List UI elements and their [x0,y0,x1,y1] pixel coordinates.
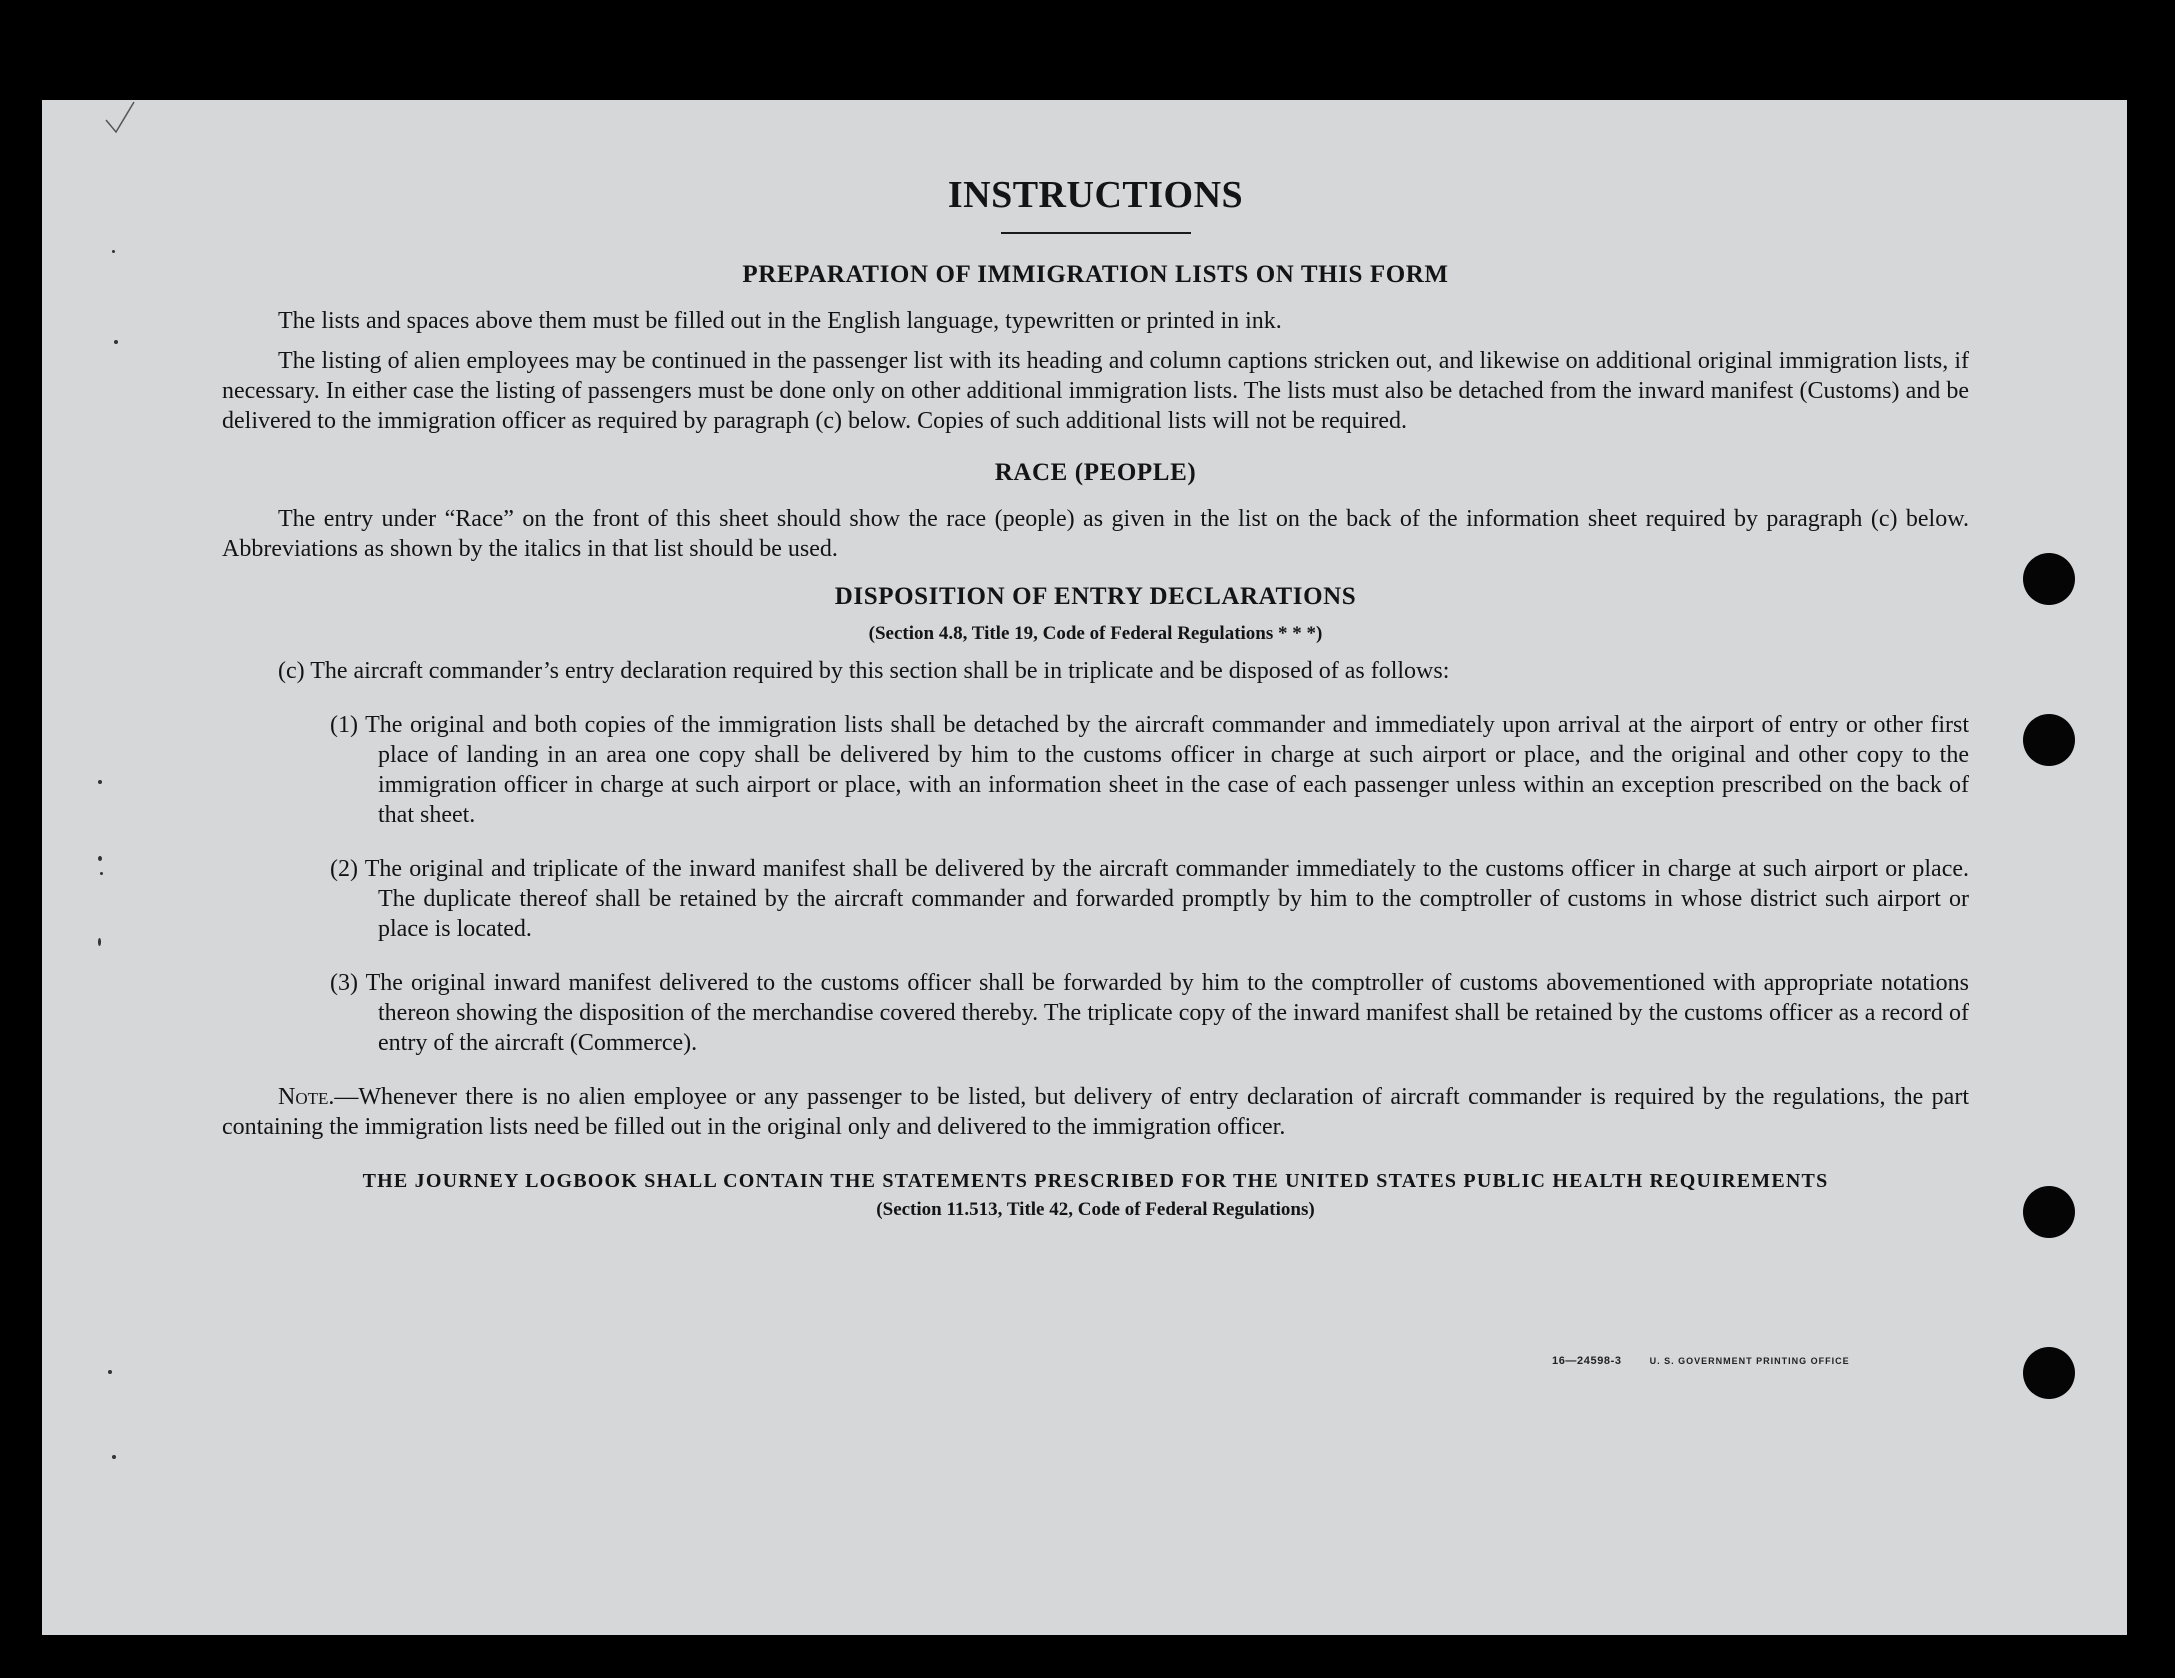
paper-speck [108,1370,112,1374]
preparation-paragraph-1: The lists and spaces above them must be filled out in the English language, typewritten or printed in ink. [278,308,1282,334]
logbook-statement: THE JOURNEY LOGBOOK SHALL CONTAIN THE STATEMENTS PRESCRIBED FOR THE UNITED STATES PUBLIC HEALTH REQUIREMENTS [362,1170,1829,1192]
paper-speck [112,250,115,253]
printing-office: U. S. GOVERNMENT PRINTING OFFICE [1649,1356,1850,1366]
paper-speck [114,340,118,344]
note-text: —Whenever there is no alien employee or any passenger to be listed, but delivery of entry declaration of aircraft commander is required by the regulations, the part containing the immigration lists need be filled out in the original only and delivered to the immigration officer. [222,1084,1969,1140]
clause-c: (c) The aircraft commander’s entry declaration required by this section shall be in triplicate and be disposed of as follows: [278,658,1450,684]
disposition-heading: DISPOSITION OF ENTRY DECLARATIONS [834,583,1357,610]
clause-item-2: (2) The original and triplicate of the inward manifest shall be delivered by the aircraft commander immediately to the customs officer in charge at such airport or place. The duplicate thereof shall be retained by the aircraft commander and forwarded promptly by him to the comptroller of customs in whose district such airport or place is located. [330,856,1969,942]
paper-speck [100,872,103,875]
page-title: INSTRUCTIONS [947,174,1244,216]
pencil-tick-mark [102,100,152,138]
note-label: Note. [278,1084,335,1110]
preparation-heading: PREPARATION OF IMMIGRATION LISTS ON THIS FORM [742,261,1449,288]
race-heading: RACE (PEOPLE) [994,459,1197,486]
paper-speck [98,780,102,784]
document-sheet [42,100,2127,1635]
instructions-content [222,170,1969,1224]
print-code [1552,1355,1850,1367]
binder-hole-3 [2023,1186,2075,1238]
note-paragraph [222,1082,1969,1142]
title-rule [1001,232,1191,234]
race-paragraph: The entry under “Race” on the front of this sheet should show the race (people) as given in the list on the back of the information sheet required by paragraph (c) below. Abbreviations as shown by the italics in that list should be used. [222,506,1969,562]
preparation-paragraph-2: The listing of alien employees may be continued in the passenger list with its heading and column captions stricken out, and likewise on additional original immigration lists, if necessary. In either case the listing of passengers must be done only on other additional immigration lists. The lists must also be detached from the inward manifest (Customs) and be delivered to the immigration officer as required by paragraph (c) below. Copies of such additional lists will not be required. [222,348,1969,434]
paper-speck [112,1455,116,1459]
binder-hole-1 [2023,553,2075,605]
clause-item-3: (3) The original inward manifest delivered to the customs officer shall be forwarded by him to the comptroller of customs abovementioned with appropriate notations thereon showing the disposition of the merchandise covered thereby. The triplicate copy of the inward manifest shall be retained by the customs officer as a record of entry of the aircraft (Commerce). [330,970,1969,1056]
paper-speck [98,856,102,861]
paper-speck [98,938,101,946]
binder-hole-2 [2023,714,2075,766]
disposition-citation: (Section 4.8, Title 19, Code of Federal Regulations * * *) [868,623,1323,644]
form-number: 16—24598-3 [1552,1355,1622,1367]
clause-item-1: (1) The original and both copies of the immigration lists shall be detached by the aircraft commander and immediately upon arrival at the airport of entry or other first place of landing in an area one copy shall be delivered by him to the customs officer in charge at such airport or place, and the original and other copy to the immigration officer in charge at such airport or place, with an information sheet in the case of each passenger unless within an exception prescribed on the back of that sheet. [330,712,1969,828]
logbook-citation: (Section 11.513, Title 42, Code of Federal Regulations) [876,1199,1315,1220]
binder-hole-4 [2023,1347,2075,1399]
